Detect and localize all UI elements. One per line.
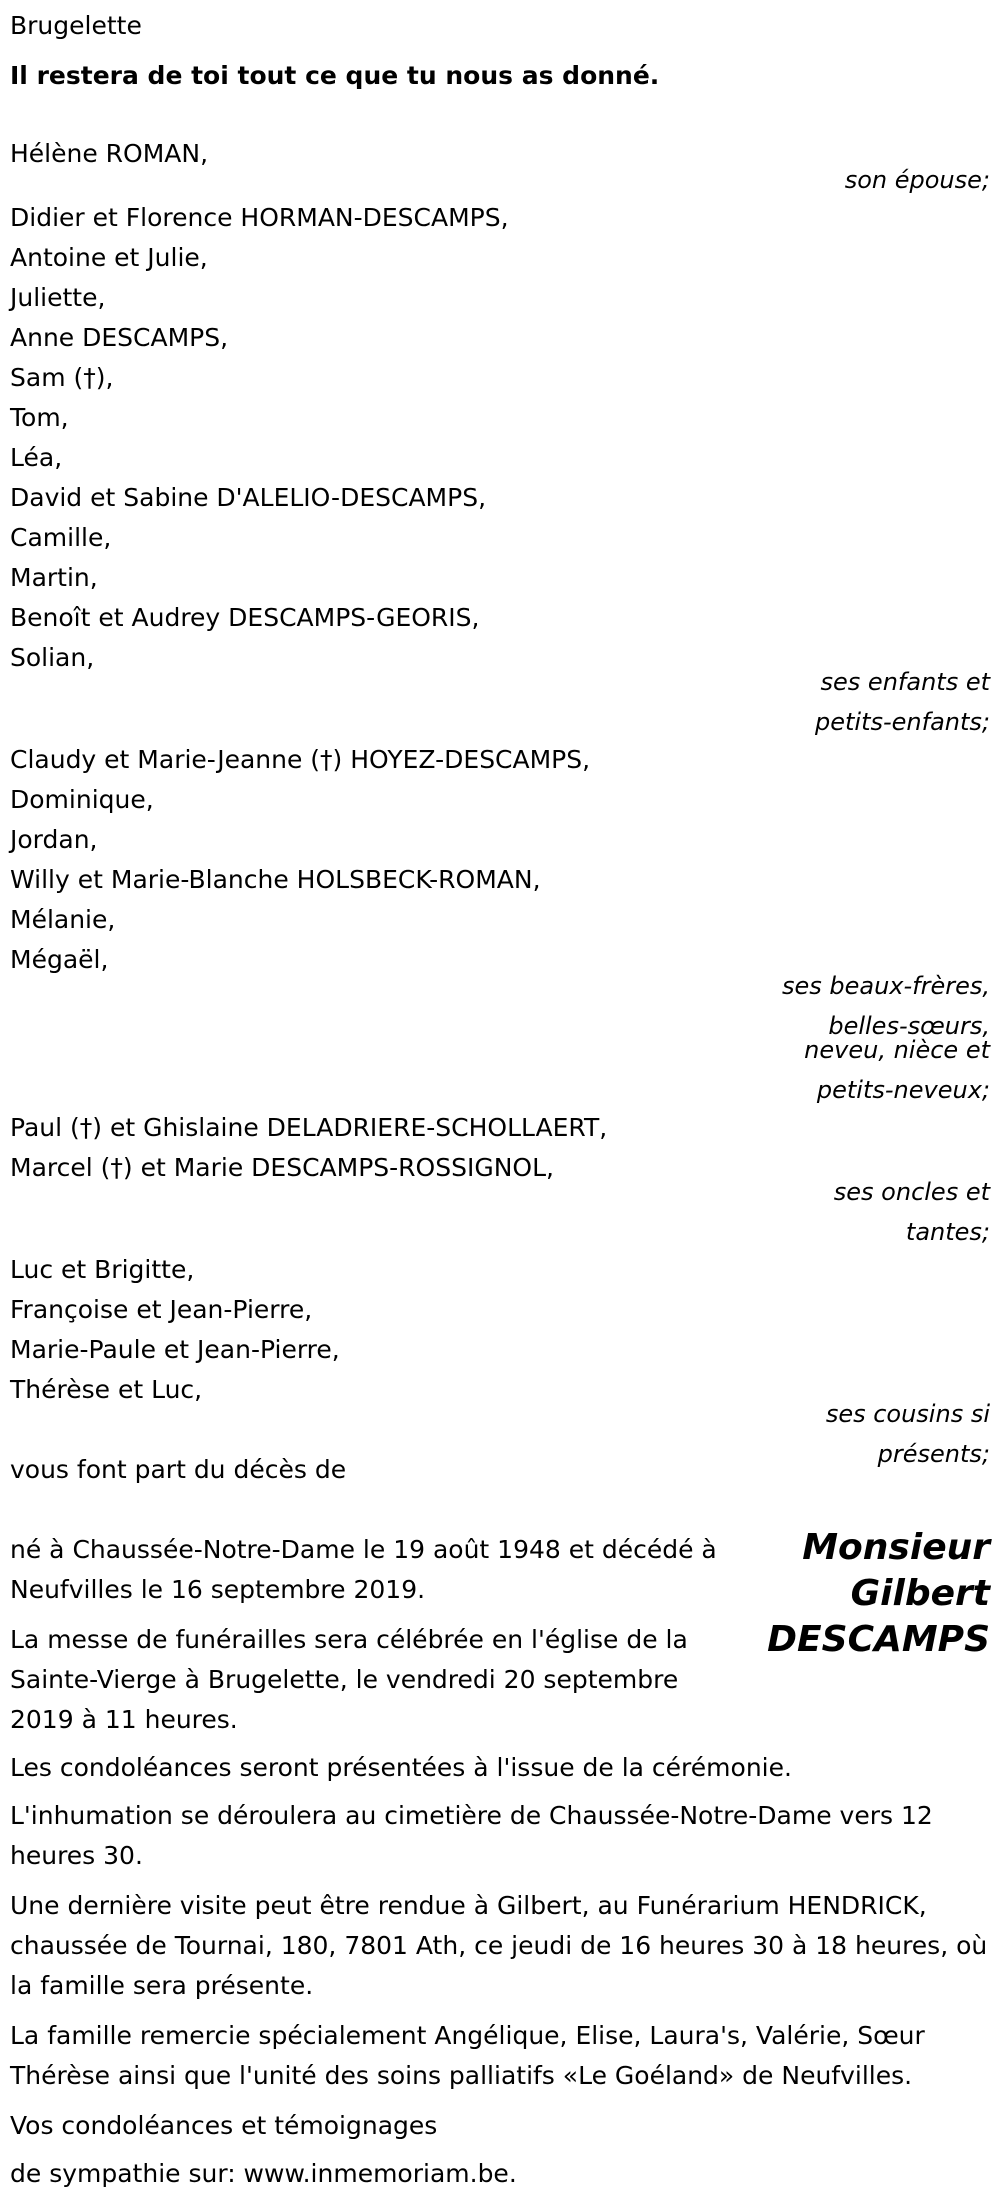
family-line: Luc et Brigitte, [10, 1255, 195, 1284]
family-line: Françoise et Jean-Pierre, [10, 1295, 313, 1324]
announcement-intro: vous font part du décès de [10, 1455, 347, 1484]
funeral-mass-paragraph: La messe de funérailles sera célébrée en l'église de la Sainte-Vierge à Brugelette, le vendredi 20 septembre 2019 à 11 heures. [10, 1625, 688, 1734]
condolences-online-line: Vos condoléances et témoignages [10, 2111, 438, 2140]
family-line: Mégaël, [10, 945, 109, 974]
spouse-role: son épouse; [844, 166, 990, 194]
deceased-last-name: DESCAMPS [767, 1619, 990, 1660]
uncles-role: ses oncles et [833, 1178, 990, 1206]
family-line: Sam (†), [10, 363, 114, 392]
children-role: ses enfants et [820, 668, 990, 696]
inlaws-role: ses beaux-frères, [781, 972, 990, 1000]
last-visit-paragraph: Une dernière visite peut être rendue à Gilbert, au Funérarium HENDRICK, chaussée de Tournai, 180, 7801 Ath, ce jeudi de 16 heures 30 à 18 heures, où la famille sera présente. [10, 1891, 988, 2000]
family-line: Willy et Marie-Blanche HOLSBECK-ROMAN, [10, 865, 541, 894]
thanks-paragraph: La famille remercie spécialement Angélique, Elise, Laura's, Valérie, Sœur Thérèse ainsi que l'unité des soins palliatifs «Le Goéland» de Neufvilles. [10, 2021, 925, 2090]
children-role: petits-enfants; [815, 708, 990, 736]
deceased-name [767, 1525, 990, 1663]
family-line: Camille, [10, 523, 112, 552]
burial-paragraph: L'inhumation se déroulera au cimetière de Chaussée-Notre-Dame vers 12 heures 30. [10, 1801, 933, 1870]
family-line: Marcel (†) et Marie DESCAMPS-ROSSIGNOL, [10, 1153, 554, 1182]
family-line: Mélanie, [10, 905, 116, 934]
family-line: Anne DESCAMPS, [10, 323, 229, 352]
family-line: Jordan, [10, 825, 98, 854]
family-line: Antoine et Julie, [10, 243, 208, 272]
family-line: Dominique, [10, 785, 154, 814]
motto-text: Il restera de toi tout ce que tu nous as donné. [10, 61, 660, 90]
cousins-role: présents; [877, 1440, 990, 1468]
family-line: Paul (†) et Ghislaine DELADRIERE-SCHOLLAERT, [10, 1113, 608, 1142]
inlaws-role: petits-neveux; [816, 1076, 990, 1104]
uncles-role: tantes; [905, 1218, 990, 1246]
birth-death-paragraph: né à Chaussée-Notre-Dame le 19 août 1948 et décédé à Neufvilles le 16 septembre 2019. [10, 1535, 717, 1604]
deceased-title: Monsieur [802, 1527, 990, 1568]
inlaws-role: belles-sœurs, [828, 1012, 990, 1040]
family-line: Tom, [10, 403, 69, 432]
family-line: Marie-Paule et Jean-Pierre, [10, 1335, 340, 1364]
spouse-name: Hélène ROMAN, [10, 139, 209, 168]
family-line: Solian, [10, 643, 95, 672]
family-line: David et Sabine D'ALELIO-DESCAMPS, [10, 483, 487, 512]
family-line: Didier et Florence HORMAN-DESCAMPS, [10, 203, 509, 232]
location-text: Brugelette [10, 11, 142, 40]
deceased-first-name: Gilbert [850, 1573, 990, 1614]
family-line: Thérèse et Luc, [10, 1375, 203, 1404]
inlaws-role: neveu, nièce et [804, 1036, 990, 1064]
cousins-role: ses cousins si [825, 1400, 990, 1428]
family-line: Léa, [10, 443, 63, 472]
website-line: de sympathie sur: www.inmemoriam.be. [10, 2159, 517, 2188]
condolences-paragraph: Les condoléances seront présentées à l'issue de la cérémonie. [10, 1753, 792, 1782]
family-line: Juliette, [10, 283, 106, 312]
family-line: Martin, [10, 563, 98, 592]
family-line: Benoît et Audrey DESCAMPS-GEORIS, [10, 603, 480, 632]
family-line: Claudy et Marie-Jeanne (†) HOYEZ-DESCAMPS, [10, 745, 591, 774]
